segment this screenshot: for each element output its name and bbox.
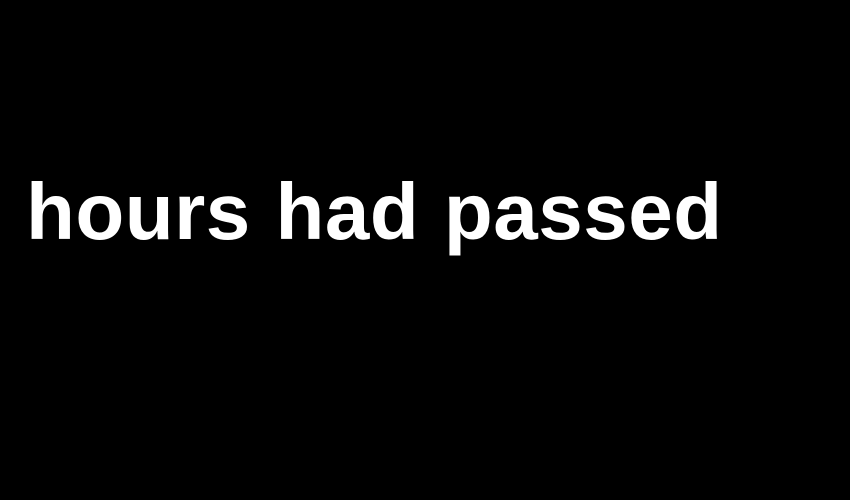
- caption-text: hours had passed: [26, 167, 723, 256]
